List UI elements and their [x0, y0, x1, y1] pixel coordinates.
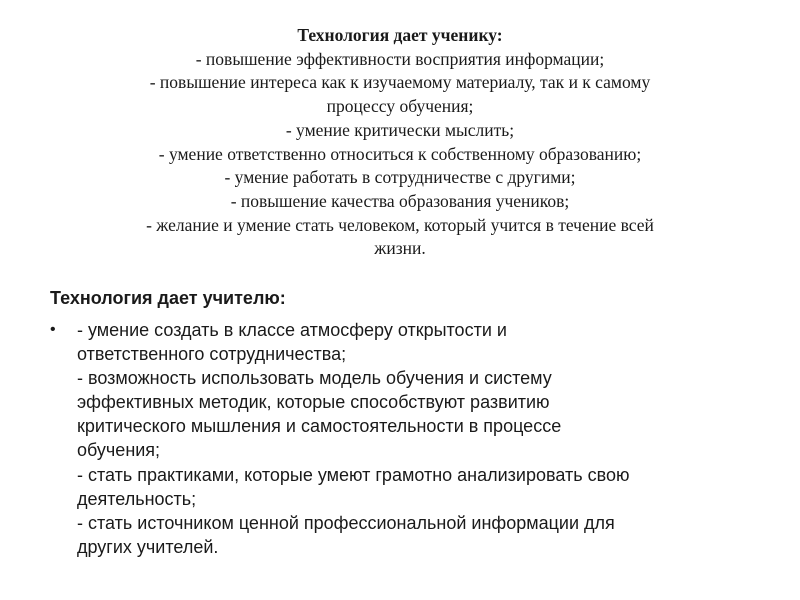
student-line: - повышение качества образования учеников; — [230, 190, 570, 211]
teacher-heading: Технология дает учителю: — [50, 288, 286, 308]
student-benefits-block — [60, 24, 740, 261]
teacher-line: - стать источником ценной профессиональной информации для — [77, 512, 615, 533]
student-line: жизни. — [374, 238, 426, 259]
teacher-list-item — [77, 318, 767, 559]
student-line: - умение работать в сотрудничестве с другими; — [224, 167, 576, 188]
teacher-line: - возможность использовать модель обучения и систему — [77, 368, 552, 389]
student-line: процессу обучения; — [326, 96, 474, 117]
teacher-line: критического мышления и самостоятельности в процессе — [77, 416, 562, 437]
teacher-line: ответственного сотрудничества; — [77, 344, 347, 365]
student-line: - желание и умение стать человеком, который учится в течение всей — [146, 214, 654, 235]
student-line: - умение критически мыслить; — [285, 119, 515, 140]
student-line: - повышение эффективности восприятия информации; — [195, 48, 605, 69]
teacher-line: - стать практиками, которые умеют грамотно анализировать свою — [77, 464, 630, 485]
teacher-line: деятельность; — [77, 488, 197, 509]
teacher-line: - умение создать в классе атмосферу открытости и — [77, 320, 507, 340]
student-title: Технология дает ученику: — [297, 25, 503, 45]
teacher-line: обучения; — [77, 440, 161, 461]
teacher-line: эффективных методик, которые способствуют развитию — [77, 392, 550, 413]
student-line: - повышение интереса как к изучаемому материалу, так и к самому — [149, 72, 651, 93]
student-line: - умение ответственно относиться к собственному образованию; — [158, 143, 642, 164]
teacher-line: других учителей. — [77, 536, 219, 557]
bullet-icon: • — [50, 321, 56, 338]
